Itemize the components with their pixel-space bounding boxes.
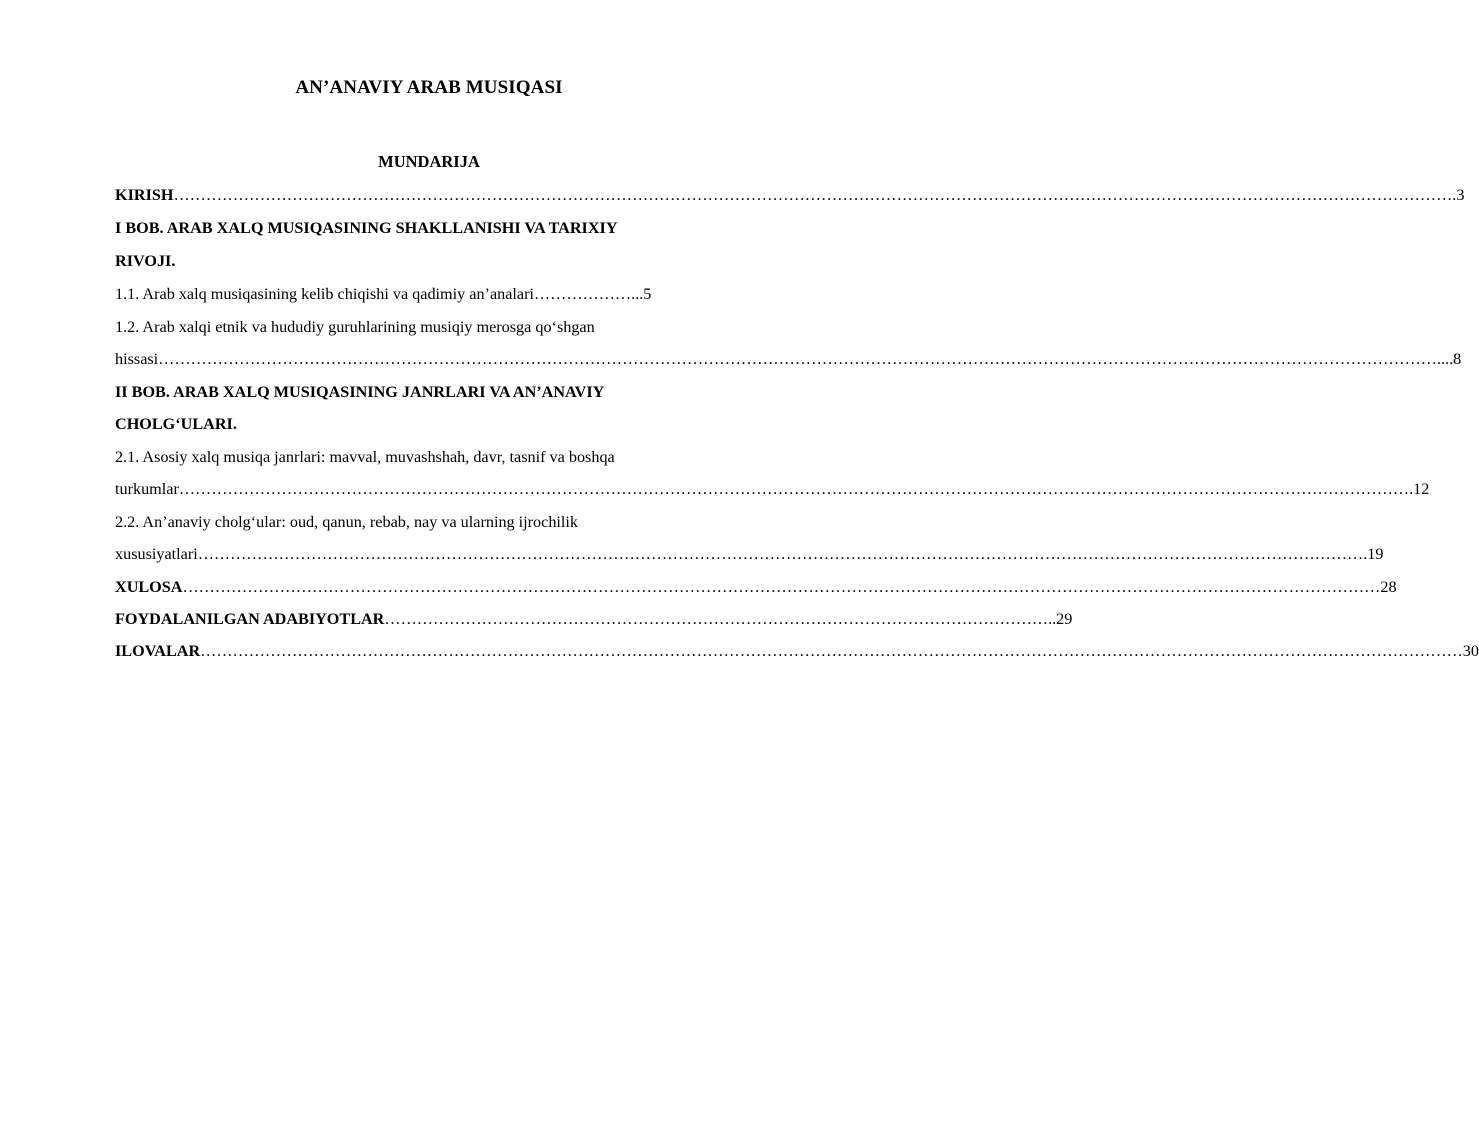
toc-entry-2-1: 2.1. Asosiy xalq musiqa janrlari: mavval, muvashshah, davr, tasnif va boshqa bbox=[115, 448, 615, 466]
toc-chapter-2-title: II BOB. ARAB XALQ MUSIQASINING JANRLARI VA AN’ANAVIY bbox=[115, 383, 605, 401]
toc-entry-leader: ………………………………………………………………………………………………………………………………………………………………………………………………………………….3 bbox=[173, 186, 1465, 204]
toc-chapter-2-title-cont: CHOLG‘ULARI. bbox=[115, 415, 237, 433]
toc-chapter-1-title: I BOB. ARAB XALQ MUSIQASINING SHAKLLANISHI VA TARIXIY bbox=[115, 219, 618, 237]
toc-entry-leader: ……………………………………………………………………………………………………………..29 bbox=[384, 610, 1073, 628]
toc-entry-kirish bbox=[115, 185, 1465, 205]
toc-entry-1-2: 1.2. Arab xalqi etnik va hududiy guruhlarining musiqiy merosga qo‘shgan bbox=[115, 318, 595, 336]
toc-entry-2-2-cont: xususiyatlari……………………………………………………………………………………………………………………………………………………………………………………………….19 bbox=[115, 545, 1384, 563]
toc-entry-label: ILOVALAR bbox=[115, 642, 201, 660]
toc-entry-label: FOYDALANILGAN ADABIYOTLAR bbox=[115, 610, 385, 628]
document-title: AN’ANAVIY ARAB MUSIQASI bbox=[295, 77, 563, 98]
toc-entry-leader: ………………………………………………………………………………………………………………………………………………………………………………………………………………30 bbox=[200, 642, 1479, 660]
toc-entry-adabiyotlar bbox=[115, 609, 1073, 629]
toc-entry-ilovalar bbox=[115, 641, 1479, 661]
toc-entry-label: KIRISH bbox=[115, 186, 174, 204]
toc-entry-2-2: 2.2. An’anaviy cholg‘ular: oud, qanun, rebab, nay va ularning ijrochilik bbox=[115, 513, 579, 531]
toc-chapter-1-title-cont: RIVOJI. bbox=[115, 252, 176, 270]
toc-entry-leader: ……………………………………………………………………………………………………………………………………………………………………………………………………28 bbox=[182, 578, 1397, 596]
toc-entry-xulosa bbox=[115, 577, 1397, 597]
toc-entry-2-1-cont: turkumlar………………………………………………………………………………………………………………………………………………………………………………………………………….12 bbox=[115, 480, 1430, 498]
toc-heading: MUNDARIJA bbox=[378, 152, 480, 171]
toc-entry-1-2-cont: hissasi…………………………………………………………………………………………………………………………………………………………………………………………………………………....8 bbox=[115, 350, 1462, 368]
toc-entry-label: XULOSA bbox=[115, 578, 183, 596]
toc-entry-1-1: 1.1. Arab xalq musiqasining kelib chiqishi va qadimiy an’analari………………...5 bbox=[115, 285, 652, 303]
